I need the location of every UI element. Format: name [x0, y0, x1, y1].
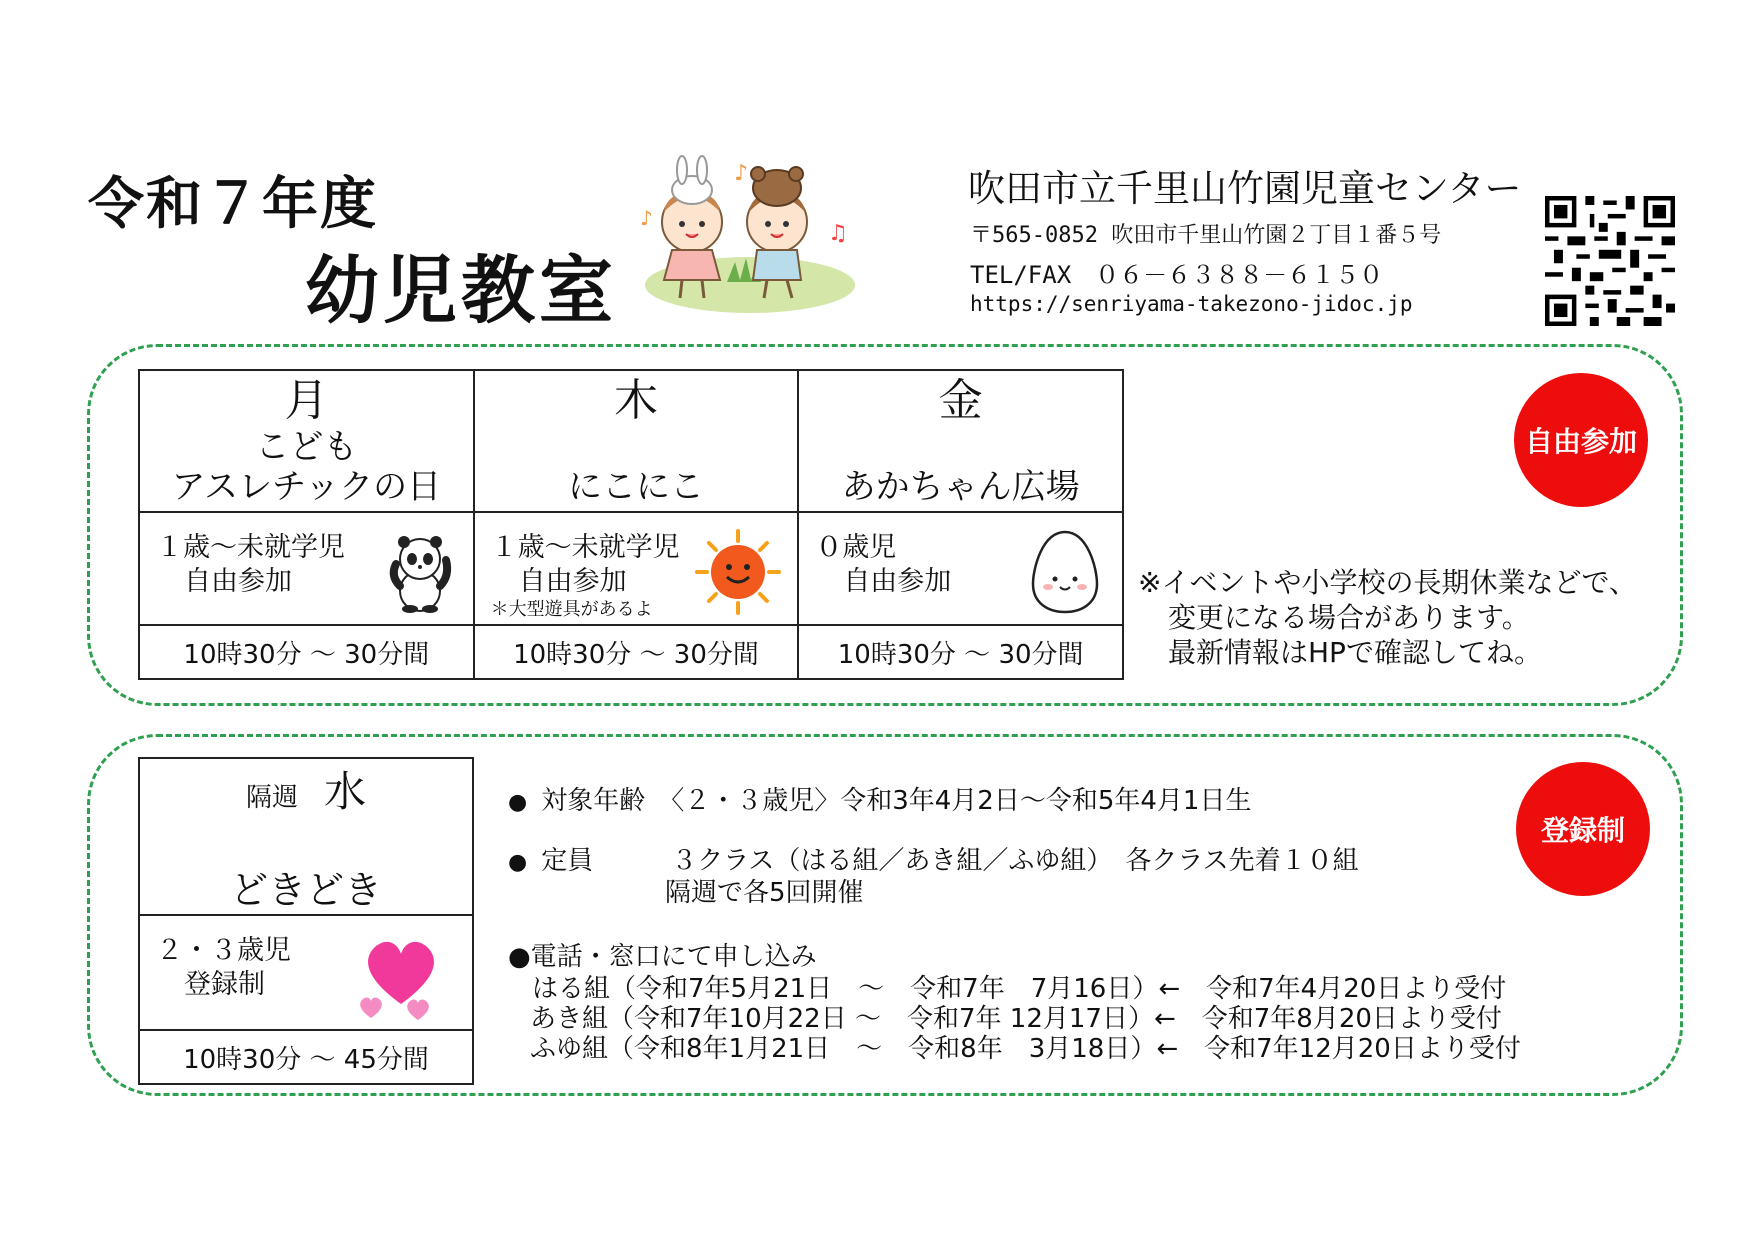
registration-class-table	[138, 757, 474, 1085]
capacity-text: 定員 ３クラス（はる組／あき組／ふゆ組） 各クラス先着１０組	[541, 846, 1359, 876]
detail-cell-friday	[798, 512, 1123, 625]
target-age: ０歳児	[815, 532, 897, 563]
program-name: にこにこ	[567, 467, 704, 507]
program-name	[799, 427, 1122, 467]
free-participation-badge: 自由参加	[1514, 373, 1648, 507]
qr-code-icon[interactable]	[1545, 196, 1675, 326]
application-method: ●電話・窓口にて申し込み	[508, 942, 817, 972]
class-schedule-fuyu: ふゆ組（令和8年1月21日 ～ 令和8年 3月18日）← 令和7年12月20日より受付	[530, 1034, 1521, 1064]
program-name: アスレチックの日	[171, 467, 442, 507]
header-cell-monday	[139, 370, 474, 512]
program-name: あかちゃん広場	[841, 467, 1080, 507]
time-wednesday: 10時30分 ～ 45分間	[139, 1030, 473, 1084]
weekly-schedule-table	[138, 369, 1124, 680]
time-monday: 10時30分 ～ 30分間	[139, 625, 474, 679]
detail-cell-thursday	[474, 512, 799, 625]
program-name: どきどき	[229, 868, 382, 912]
capacity-sub: 隔週で各5回開催	[665, 878, 864, 908]
class-schedule-aki: あき組（令和7年10月22日 ～ 令和7年 12月17日）← 令和7年8月20日より受付	[530, 1004, 1502, 1034]
sun-icon	[695, 529, 781, 615]
tel-fax: TEL/FAX ０６－６３８８－６１５０	[970, 261, 1384, 289]
biweekly-label: 隔週	[245, 783, 298, 813]
center-name: 吹田市立千里山竹園児童センター	[968, 167, 1522, 210]
class-schedule-haru: はる組（令和7年5月21日 ～ 令和7年 7月16日）← 令和7年4月20日より受付	[532, 974, 1507, 1004]
participation-type: 自由参加	[843, 566, 952, 597]
children-illustration	[632, 150, 862, 315]
notice-line: 変更になる場合があります。	[1168, 601, 1530, 634]
age-text: 対象年齢 〈２・３歳児〉令和3年4月2日～令和5年4月1日生	[541, 786, 1252, 816]
participation-type: 登録制	[184, 969, 265, 1000]
day-label: 水	[324, 767, 367, 816]
bullet-icon: ●	[508, 850, 528, 875]
registration-badge: 登録制	[1516, 762, 1650, 896]
target-age-info	[508, 780, 1251, 817]
website-link[interactable]: https://senriyama-takezono-jidoc.jp	[970, 292, 1413, 316]
svg-text:♪: ♪	[734, 161, 749, 186]
time-friday: 10時30分 ～ 30分間	[798, 625, 1123, 679]
header-cell-friday	[798, 370, 1123, 512]
notice-line: 最新情報はHPで確認してね。	[1168, 636, 1542, 669]
header-cell-thursday	[474, 370, 799, 512]
title-year: 令和７年度	[88, 172, 378, 237]
target-age: １歳～未就学児	[156, 532, 345, 563]
participation-type: 自由参加	[518, 566, 627, 597]
capacity-info	[508, 840, 1359, 877]
detail-cell-monday	[139, 512, 474, 625]
header-cell-wednesday	[139, 758, 473, 915]
heart-icon	[356, 934, 446, 1022]
panda-icon	[385, 531, 455, 613]
svg-text:♪: ♪	[640, 206, 653, 230]
egg-face-icon	[1030, 529, 1100, 615]
detail-cell-wednesday	[139, 915, 473, 1030]
time-thursday: 10時30分 ～ 30分間	[474, 625, 799, 679]
svg-text:♫: ♫	[828, 221, 848, 246]
program-note: ＊大型遊具があるよ	[490, 599, 653, 620]
notice-line: ※イベントや小学校の長期休業などで、	[1138, 566, 1637, 599]
target-age: ２・３歳児	[156, 935, 291, 966]
title-main: 幼児教室	[305, 248, 617, 334]
day-label: 月	[284, 375, 329, 426]
program-name: こども	[255, 427, 358, 467]
address: 〒565-0852 吹田市千里山竹園２丁目１番５号	[970, 223, 1442, 248]
target-age: １歳～未就学児	[490, 532, 680, 563]
day-label: 木	[613, 375, 658, 426]
bullet-icon: ●	[508, 790, 528, 815]
day-label: 金	[938, 375, 983, 426]
schedule-notice	[1138, 565, 1637, 670]
program-name	[475, 427, 798, 467]
participation-type: 自由参加	[184, 566, 292, 597]
